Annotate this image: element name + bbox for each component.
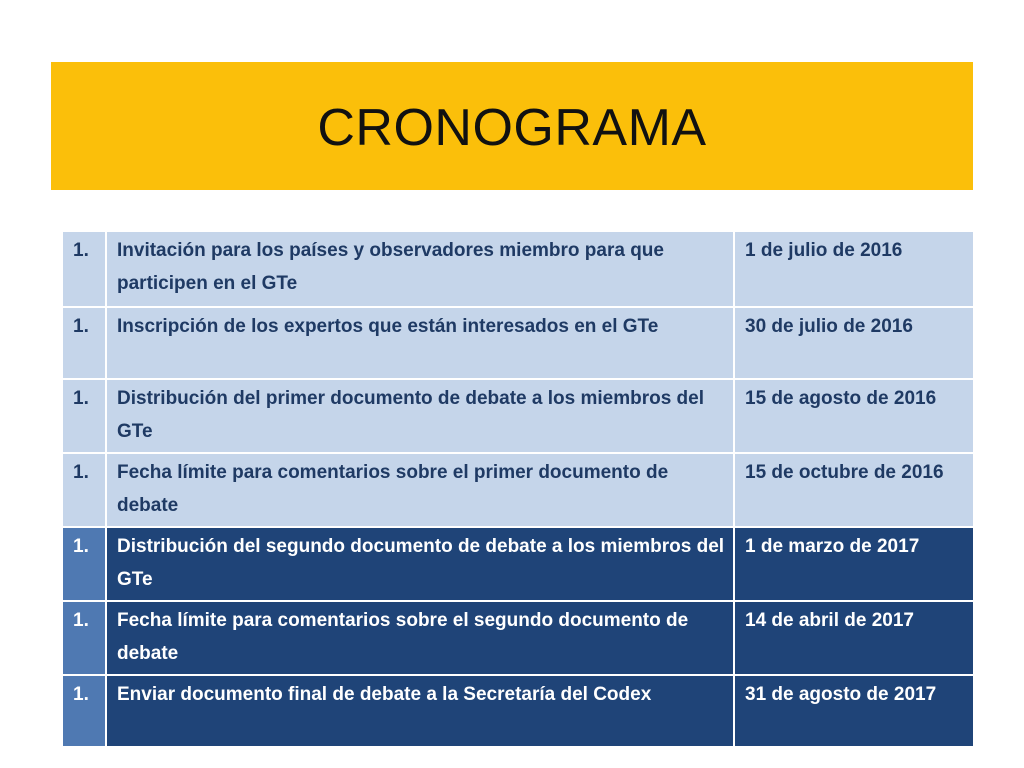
row-activity: Inscripción de los expertos que están interesados en el GTe [106,307,734,379]
row-activity: Fecha límite para comentarios sobre el segundo documento de debate [106,601,734,675]
row-date: 1 de julio de 2016 [734,231,974,307]
row-date: 30 de julio de 2016 [734,307,974,379]
slide-title: CRONOGRAMA [317,99,707,157]
row-number: 1. [62,527,106,601]
row-date: 1 de marzo de 2017 [734,527,974,601]
schedule-row [62,307,974,379]
schedule-table [61,230,975,748]
row-activity: Invitación para los países y observadores miembro para que participen en el GTe [106,231,734,307]
row-number: 1. [62,231,106,307]
row-date: 15 de agosto de 2016 [734,379,974,453]
row-activity: Distribución del primer documento de debate a los miembros del GTe [106,379,734,453]
row-date: 15 de octubre de 2016 [734,453,974,527]
row-number: 1. [62,675,106,747]
schedule-row [62,231,974,307]
row-number: 1. [62,307,106,379]
schedule-row [62,601,974,675]
row-activity: Fecha límite para comentarios sobre el primer documento de debate [106,453,734,527]
row-activity: Distribución del segundo documento de debate a los miembros del GTe [106,527,734,601]
schedule-row [62,527,974,601]
row-date: 31 de agosto de 2017 [734,675,974,747]
row-number: 1. [62,379,106,453]
row-number: 1. [62,601,106,675]
schedule-row [62,675,974,747]
row-date: 14 de abril de 2017 [734,601,974,675]
row-activity: Enviar documento final de debate a la Secretaría del Codex [106,675,734,747]
row-number: 1. [62,453,106,527]
title-band [51,62,973,190]
schedule-row [62,379,974,453]
schedule-row [62,453,974,527]
